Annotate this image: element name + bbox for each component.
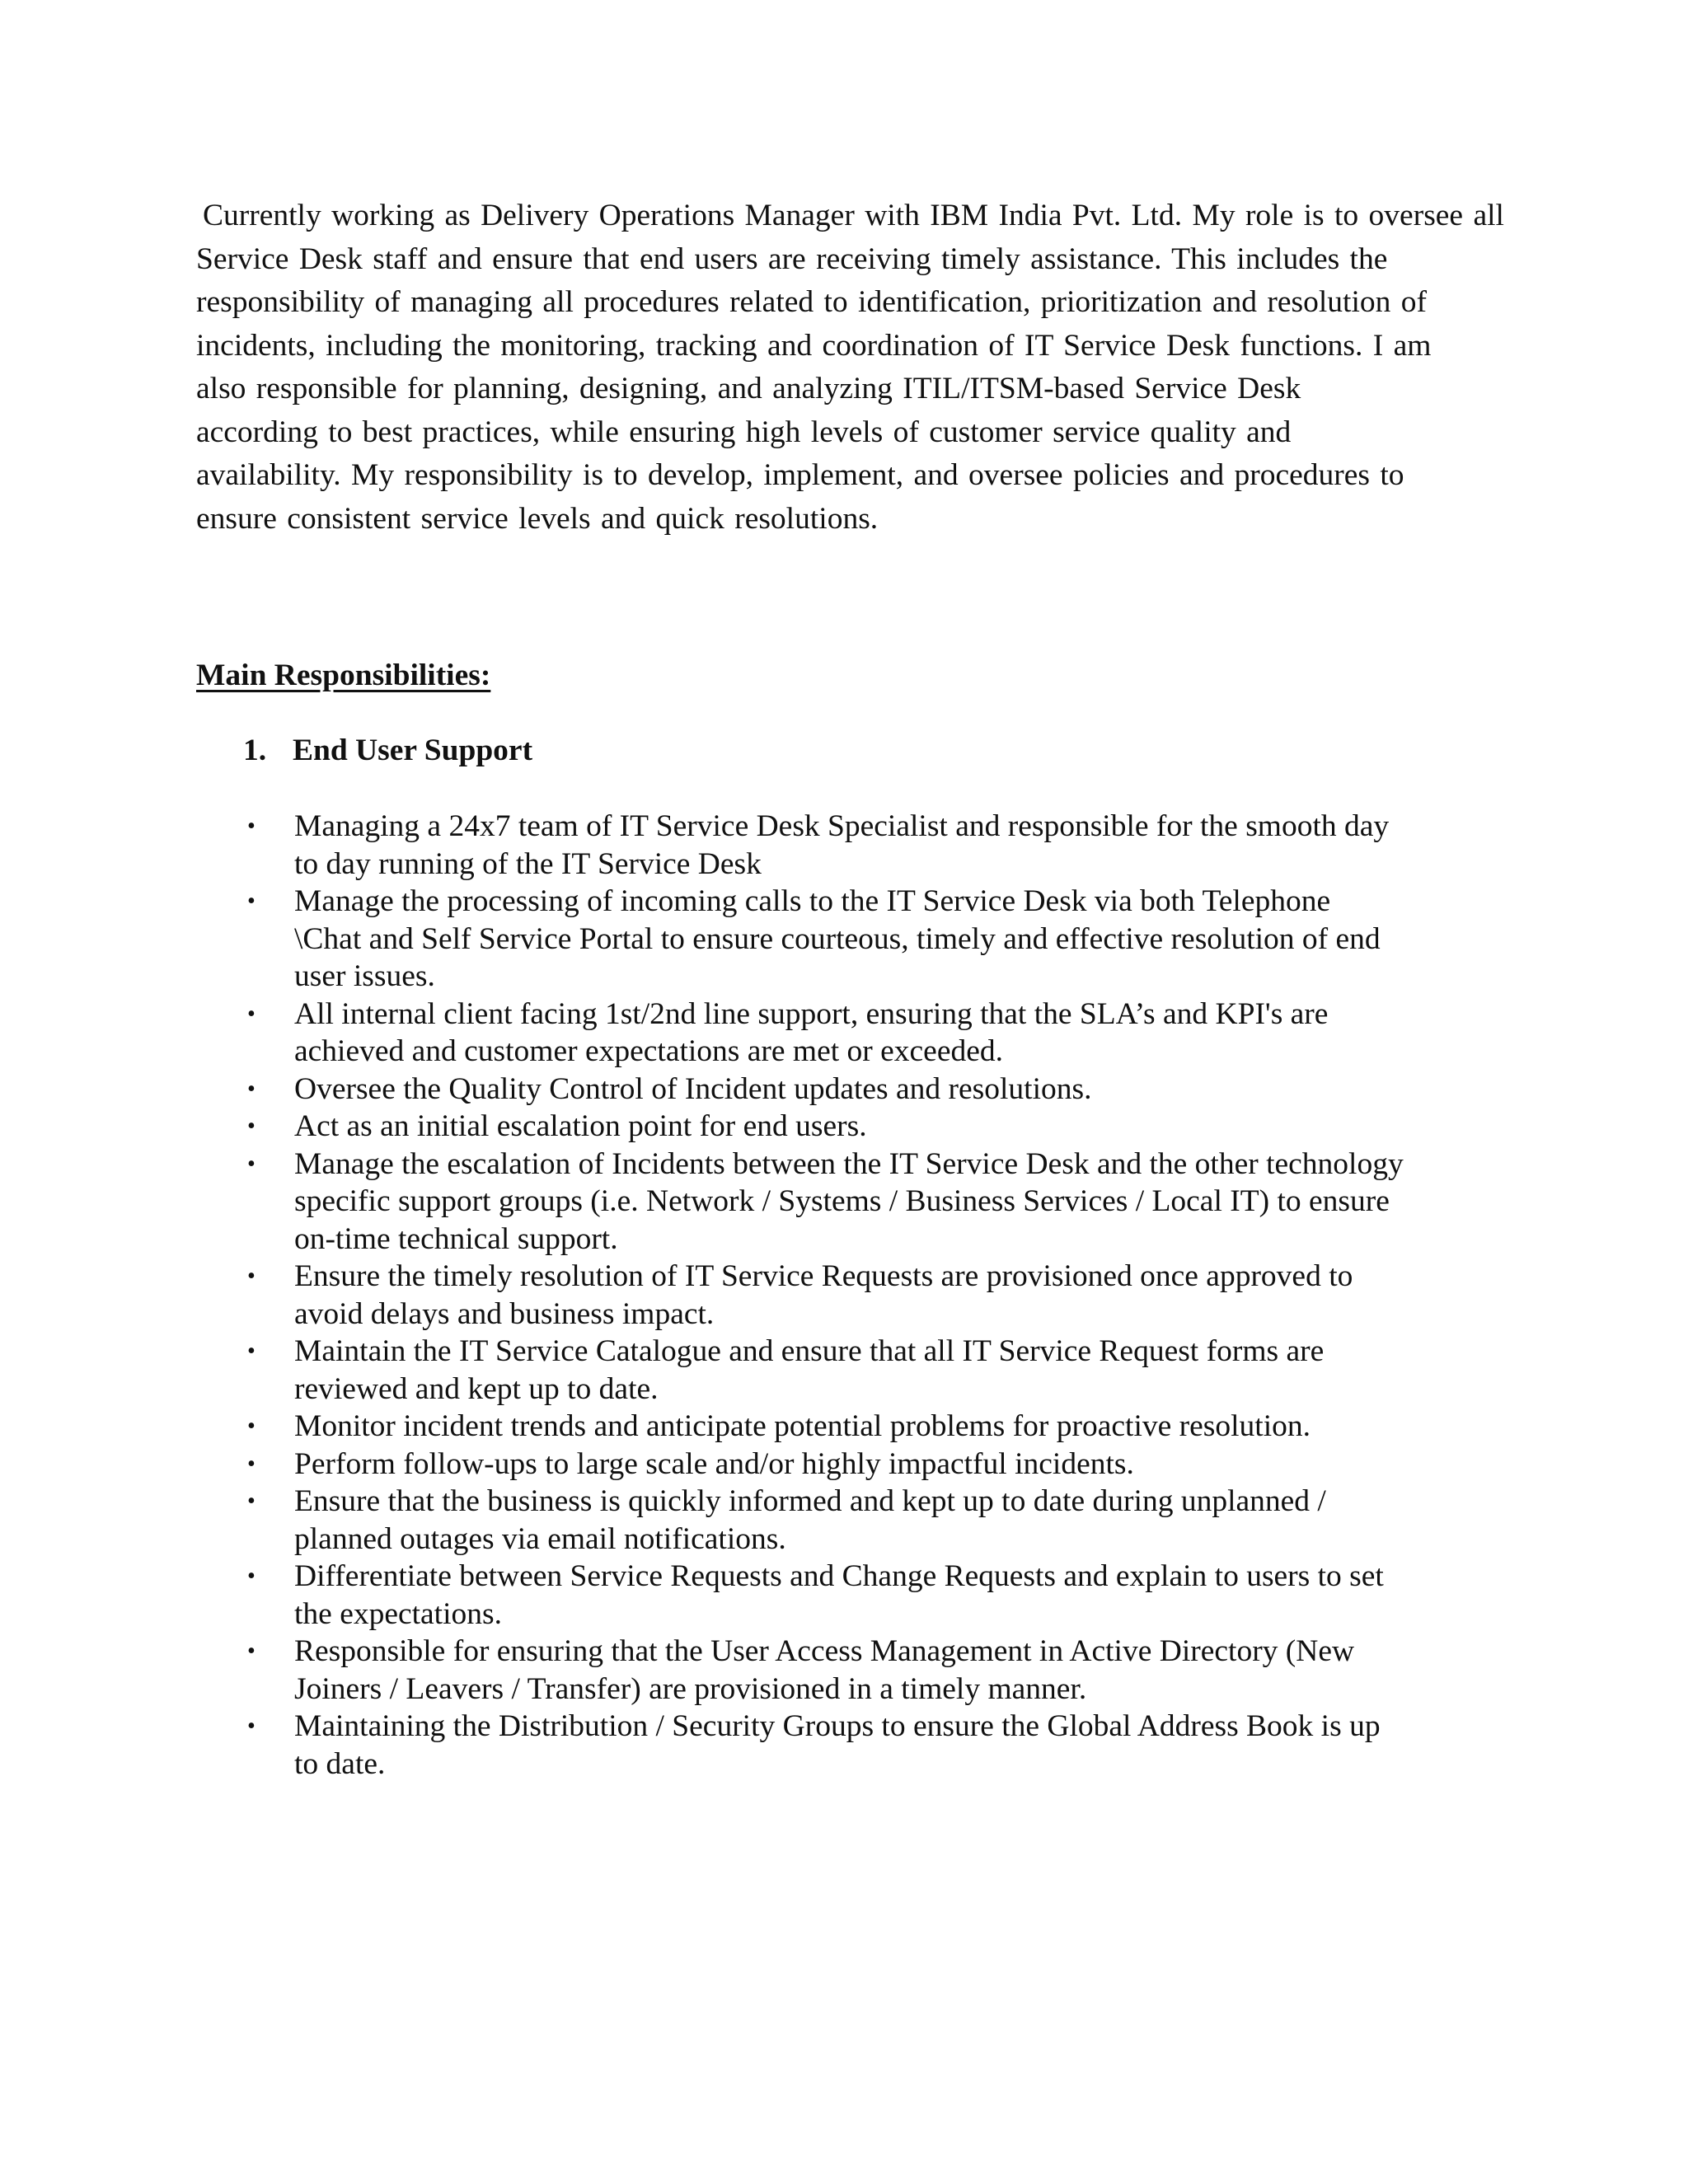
- list-item-line: Perform follow-ups to large scale and/or highly impactful incidents.: [294, 1446, 1134, 1481]
- bullet-icon: •: [247, 1713, 256, 1739]
- list-item-line: Ensure the timely resolution of IT Service Requests are provisioned once approved to: [294, 1259, 1353, 1293]
- bullet-icon: •: [247, 1151, 256, 1177]
- intro-line: incidents, including the monitoring, tracking and coordination of IT Service Desk functions. I am: [196, 328, 1432, 363]
- bullet-icon: •: [247, 813, 256, 839]
- list-item: [196, 1708, 1498, 1783]
- list-item: [196, 883, 1498, 996]
- bullet-icon: •: [247, 1076, 256, 1102]
- list-item-line: on-time technical support.: [294, 1221, 618, 1256]
- bullet-icon: •: [247, 1638, 256, 1664]
- list-item: [196, 1446, 1498, 1483]
- bullet-icon: •: [247, 1263, 256, 1289]
- bullet-icon: •: [247, 1113, 256, 1139]
- list-item-line: Act as an initial escalation point for end users.: [294, 1109, 867, 1143]
- list-item-line: Maintaining the Distribution / Security Groups to ensure the Global Address Book is up: [294, 1709, 1381, 1743]
- list-item-line: Joiners / Leavers / Transfer) are provisioned in a timely manner.: [294, 1671, 1087, 1706]
- list-item: [196, 1258, 1498, 1333]
- bullet-icon: •: [247, 1338, 256, 1364]
- intro-line: according to best practices, while ensuring high levels of customer service quality and: [196, 415, 1292, 449]
- intro-line: Service Desk staff and ensure that end users are receiving timely assistance. This includes the: [196, 241, 1388, 276]
- list-item-line: Manage the processing of incoming calls to the IT Service Desk via both Telephone: [294, 884, 1331, 918]
- list-item-line: user issues.: [294, 959, 435, 993]
- subsection-title: End User Support: [293, 733, 533, 767]
- list-item: [196, 808, 1498, 883]
- list-item: [196, 1633, 1498, 1708]
- list-item: [196, 1146, 1498, 1258]
- bullet-icon: •: [247, 888, 256, 914]
- list-item-line: Differentiate between Service Requests and Change Requests and explain to users to set: [294, 1559, 1384, 1593]
- responsibilities-list: [196, 808, 1498, 1783]
- intro-line: responsibility of managing all procedures related to identification, prioritization and resolution of: [196, 285, 1428, 319]
- bullet-icon: •: [247, 1563, 256, 1589]
- intro-paragraph: [196, 194, 1504, 541]
- list-item-line: Monitor incident trends and anticipate potential problems for proactive resolution.: [294, 1409, 1311, 1443]
- bullet-icon: •: [247, 1488, 256, 1514]
- list-item-line: reviewed and kept up to date.: [294, 1371, 659, 1406]
- subsection-heading: [243, 729, 532, 772]
- list-item: [196, 1558, 1498, 1633]
- list-item-line: planned outages via email notifications.: [294, 1521, 786, 1556]
- list-item: [196, 1108, 1498, 1146]
- list-item-line: Ensure that the business is quickly informed and kept up to date during unplanned /: [294, 1484, 1326, 1518]
- bullet-icon: •: [247, 1413, 256, 1439]
- bullet-icon: •: [247, 1451, 256, 1477]
- list-item-line: to day running of the IT Service Desk: [294, 846, 762, 881]
- list-item: [196, 996, 1498, 1071]
- list-item: [196, 1483, 1498, 1558]
- list-item-line: achieved and customer expectations are met or exceeded.: [294, 1034, 1003, 1068]
- list-item-line: Maintain the IT Service Catalogue and ensure that all IT Service Request forms are: [294, 1334, 1325, 1368]
- intro-line: also responsible for planning, designing, and analyzing ITIL/ITSM-based Service Desk: [196, 372, 1301, 405]
- list-item-line: Managing a 24x7 team of IT Service Desk Specialist and responsible for the smooth day: [294, 809, 1390, 843]
- list-item-line: the expectations.: [294, 1596, 502, 1631]
- list-item: [196, 1333, 1498, 1408]
- intro-line: availability. My responsibility is to develop, implement, and oversee policies and procedures to: [196, 458, 1404, 492]
- list-item-line: avoid delays and business impact.: [294, 1296, 715, 1331]
- intro-line: Currently working as Delivery Operations Manager with IBM India Pvt. Ltd. My role is to oversee all: [203, 199, 1504, 232]
- list-item-line: to date.: [294, 1746, 386, 1781]
- list-item-line: specific support groups (i.e. Network / Systems / Business Services / Local IT) to ensure: [294, 1184, 1390, 1218]
- list-item-line: Manage the escalation of Incidents between the IT Service Desk and the other technology: [294, 1146, 1404, 1181]
- list-item-line: \Chat and Self Service Portal to ensure courteous, timely and effective resolution of end: [294, 921, 1381, 956]
- list-item-line: Oversee the Quality Control of Incident updates and resolutions.: [294, 1071, 1092, 1106]
- list-item: [196, 1408, 1498, 1446]
- list-item-line: Responsible for ensuring that the User Access Management in Active Directory (New: [294, 1634, 1355, 1668]
- intro-line: ensure consistent service levels and quick resolutions.: [196, 501, 879, 536]
- subsection-number: 1.: [243, 733, 267, 767]
- bullet-icon: •: [247, 1001, 256, 1027]
- main-responsibilities-heading: Main Responsibilities:: [196, 658, 491, 692]
- list-item-line: All internal client facing 1st/2nd line support, ensuring that the SLA’s and KPI's are: [294, 996, 1329, 1031]
- list-item: [196, 1071, 1498, 1108]
